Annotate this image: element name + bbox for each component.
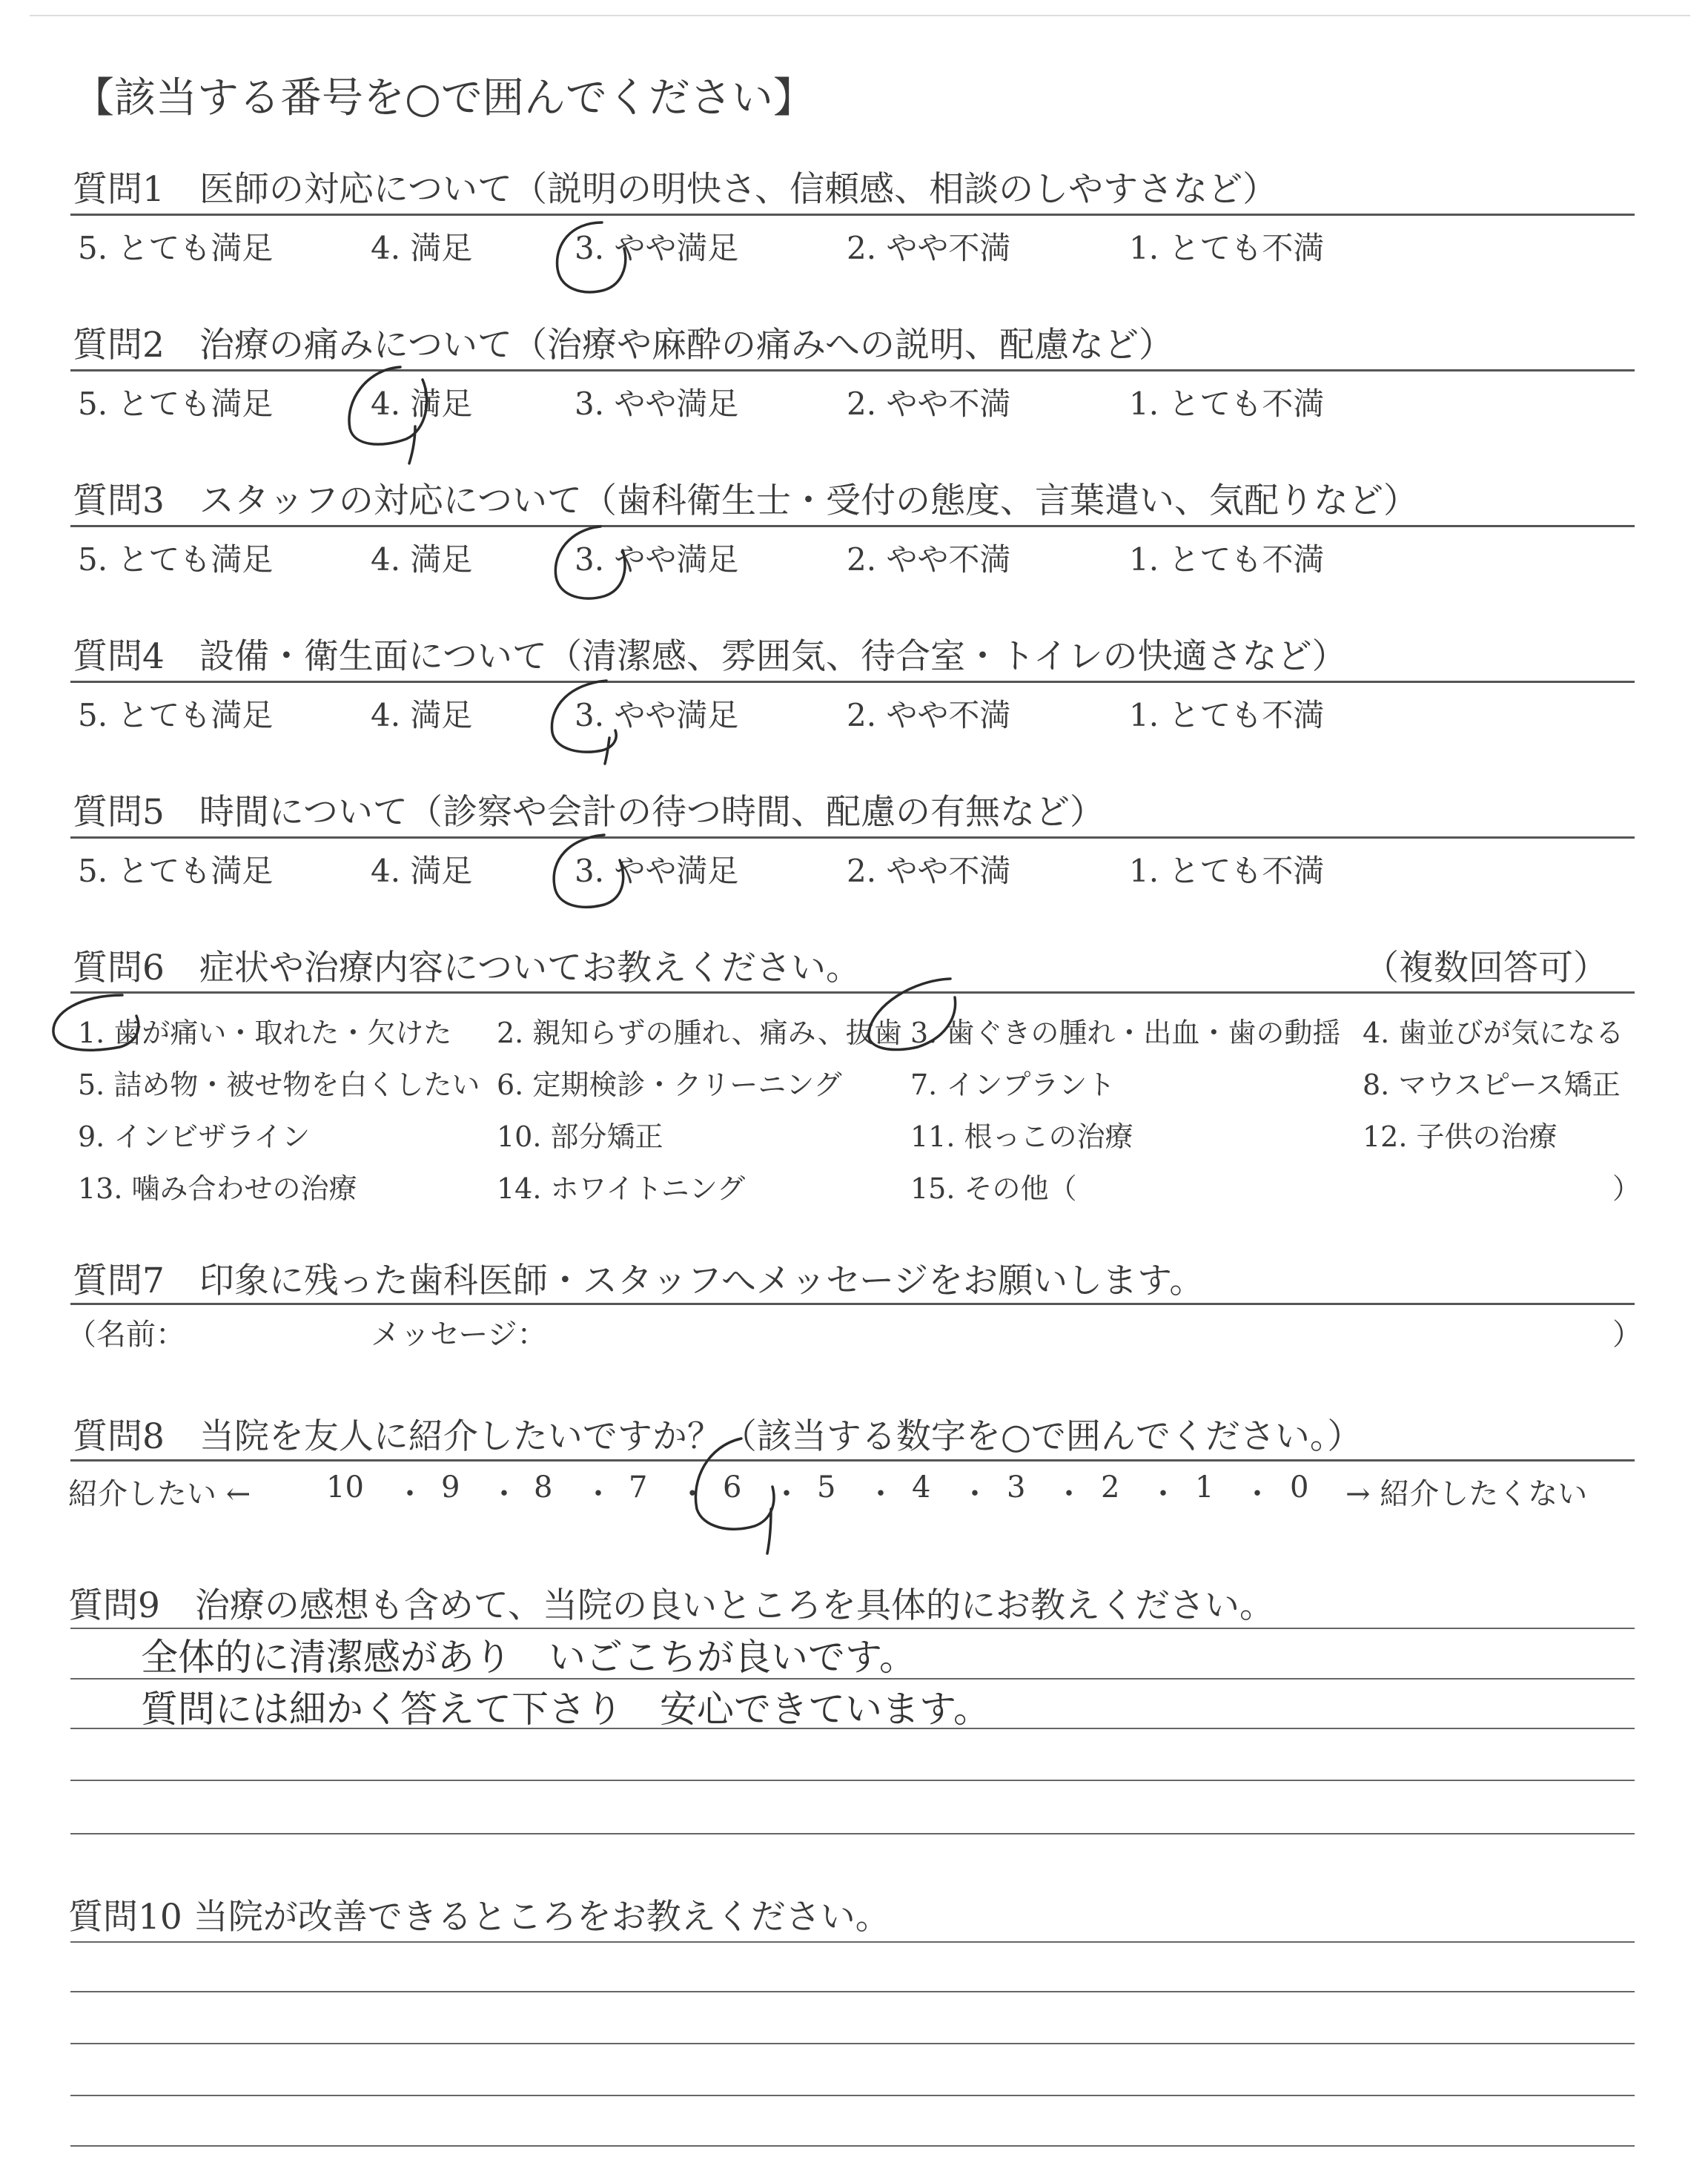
q1-option-2[interactable]: 2. やや不満	[847, 230, 1011, 266]
q5-rule	[70, 836, 1635, 839]
q3-option-1[interactable]: 1. とても不満	[1129, 541, 1325, 578]
q6-note: （複数回答可）	[1364, 948, 1608, 988]
q8-dot: ・	[772, 1477, 801, 1511]
q1-option-5[interactable]: 5. とても満足	[78, 230, 274, 266]
q10-line-2	[70, 1991, 1635, 1992]
q6-option-2[interactable]: 2. 親知らずの腫れ、痛み、抜歯	[497, 1017, 902, 1049]
page-heading: 【該当する番号を○で囲んでください】	[73, 74, 815, 122]
q6-option-11[interactable]: 11. 根っこの治療	[910, 1120, 1133, 1153]
q7-rule	[70, 1303, 1635, 1305]
q5-option-5[interactable]: 5. とても満足	[78, 853, 274, 889]
q6-option-12[interactable]: 12. 子供の治療	[1363, 1120, 1558, 1153]
q8-left-label: 紹介したい ←	[68, 1477, 251, 1511]
q8-right-label: → 紹介したくない	[1345, 1477, 1588, 1511]
q6-rule	[70, 991, 1635, 994]
q10-line-5	[70, 2145, 1635, 2147]
q6-option-4[interactable]: 4. 歯並びが気になる	[1363, 1017, 1624, 1049]
q3-option-5[interactable]: 5. とても満足	[78, 541, 274, 578]
q8-dot: ・	[395, 1477, 425, 1511]
q2-option-5[interactable]: 5. とても満足	[78, 386, 274, 422]
q1-title: 質問1 医師の対応について（説明の明快さ、信頼感、相談のしやすさなど）	[73, 169, 1278, 210]
q6-option-10[interactable]: 10. 部分矯正	[497, 1120, 663, 1153]
q5-option-1[interactable]: 1. とても不満	[1129, 853, 1325, 889]
q6-option-15-close: ）	[1612, 1172, 1641, 1205]
q5-title: 質問5 時間について（診察や会計の待つ時間、配慮の有無など）	[73, 792, 1105, 833]
q8-dot: ・	[583, 1477, 613, 1511]
q8-scale-2[interactable]: 2	[1101, 1470, 1120, 1505]
q9-title: 質問9 治療の感想も含めて、当院の良いところを具体的にお教えください。	[68, 1585, 1274, 1626]
q8-dot: ・	[1148, 1477, 1178, 1511]
q4-option-3[interactable]: 3. やや満足	[575, 697, 739, 733]
q6-option-15[interactable]: 15. その他（	[910, 1172, 1077, 1205]
q2-rule	[70, 369, 1635, 371]
q6-title: 質問6 症状や治療内容についてお教えください。	[73, 948, 861, 988]
q5-option-4[interactable]: 4. 満足	[371, 853, 473, 889]
q8-dot: ・	[678, 1477, 707, 1511]
q6-option-13[interactable]: 13. 噛み合わせの治療	[78, 1172, 357, 1205]
page-top-edge	[30, 15, 1690, 16]
q5-option-3[interactable]: 3. やや満足	[575, 853, 739, 889]
q8-scale-6[interactable]: 6	[723, 1470, 742, 1505]
q6-option-8[interactable]: 8. マウスピース矯正	[1363, 1069, 1621, 1101]
q8-dot: ・	[866, 1477, 896, 1511]
q6-option-9[interactable]: 9. インビザライン	[78, 1120, 311, 1153]
q4-option-5[interactable]: 5. とても満足	[78, 697, 274, 733]
q8-scale-7[interactable]: 7	[629, 1470, 648, 1505]
q10-line-3	[70, 2043, 1635, 2044]
q10-title: 質問10 当院が改善できるところをお教えください。	[68, 1897, 890, 1938]
q6-option-6[interactable]: 6. 定期検診・クリーニング	[497, 1069, 842, 1101]
q3-option-4[interactable]: 4. 満足	[371, 541, 473, 578]
q1-option-4[interactable]: 4. 満足	[371, 230, 473, 266]
q8-scale-0[interactable]: 0	[1290, 1470, 1309, 1505]
q10-line-4	[70, 2095, 1635, 2096]
q8-dot: ・	[960, 1477, 990, 1511]
q6-option-14[interactable]: 14. ホワイトニング	[497, 1172, 746, 1205]
q7-close: ）	[1612, 1318, 1642, 1352]
q2-option-2[interactable]: 2. やや不満	[847, 386, 1011, 422]
q8-scale-9[interactable]: 9	[441, 1470, 460, 1505]
q7-name-label: （名前：	[67, 1318, 185, 1352]
q1-option-3[interactable]: 3. やや満足	[575, 230, 739, 266]
q4-option-1[interactable]: 1. とても不満	[1129, 697, 1325, 733]
q7-message-label: メッセージ：	[371, 1318, 547, 1352]
q8-dot: ・	[1242, 1477, 1272, 1511]
q6-option-1[interactable]: 1. 歯が痛い・取れた・欠けた	[78, 1017, 452, 1049]
q9-answer-line-1[interactable]: 全体的に清潔感があり いごこちが良いです。	[141, 1636, 916, 1679]
q9-line-5	[70, 1833, 1635, 1834]
q8-dot: ・	[1054, 1477, 1084, 1511]
q9-line-4	[70, 1780, 1635, 1781]
q4-title: 質問4 設備・衛生面について（清潔感、雰囲気、待合室・トイレの快適さなど）	[73, 636, 1347, 677]
q2-option-3[interactable]: 3. やや満足	[575, 386, 739, 422]
q9-answer-line-2[interactable]: 質問には細かく答えて下さり 安心できています。	[141, 1688, 990, 1731]
q8-scale-3[interactable]: 3	[1007, 1470, 1026, 1505]
q2-title: 質問2 治療の痛みについて（治療や麻酔の痛みへの説明、配慮など）	[73, 325, 1174, 366]
q4-rule	[70, 681, 1635, 683]
q8-scale-8[interactable]: 8	[534, 1470, 553, 1505]
q7-title: 質問7 印象に残った歯科医師・スタッフへメッセージをお願いします。	[73, 1261, 1205, 1301]
q1-rule	[70, 214, 1635, 216]
q3-title: 質問3 スタッフの対応について（歯科衛生士・受付の態度、言葉遣い、気配りなど）	[73, 480, 1418, 521]
q8-scale-4[interactable]: 4	[912, 1470, 931, 1505]
q2-option-4[interactable]: 4. 満足	[371, 386, 473, 422]
q6-option-5[interactable]: 5. 詰め物・被せ物を白くしたい	[78, 1069, 480, 1101]
q10-line-1	[70, 1941, 1635, 1943]
q3-option-2[interactable]: 2. やや不満	[847, 541, 1011, 578]
q6-option-3[interactable]: 3. 歯ぐきの腫れ・出血・歯の動揺	[910, 1017, 1341, 1049]
q8-scale-5[interactable]: 5	[817, 1470, 836, 1505]
q3-option-3[interactable]: 3. やや満足	[575, 541, 739, 578]
q5-option-2[interactable]: 2. やや不満	[847, 853, 1011, 889]
q8-dot: ・	[489, 1477, 519, 1511]
q4-option-4[interactable]: 4. 満足	[371, 697, 473, 733]
q2-option-1[interactable]: 1. とても不満	[1129, 386, 1325, 422]
q3-rule	[70, 525, 1635, 527]
q1-option-1[interactable]: 1. とても不満	[1129, 230, 1325, 266]
q8-rule	[70, 1459, 1635, 1462]
q6-option-7[interactable]: 7. インプラント	[910, 1069, 1116, 1101]
q8-scale-10[interactable]: 10	[326, 1470, 364, 1505]
q4-option-2[interactable]: 2. やや不満	[847, 697, 1011, 733]
q8-scale-1[interactable]: 1	[1195, 1470, 1214, 1505]
q8-title: 質問8 当院を友人に紹介したいですか？（該当する数字を○で囲んでください。）	[73, 1416, 1363, 1457]
